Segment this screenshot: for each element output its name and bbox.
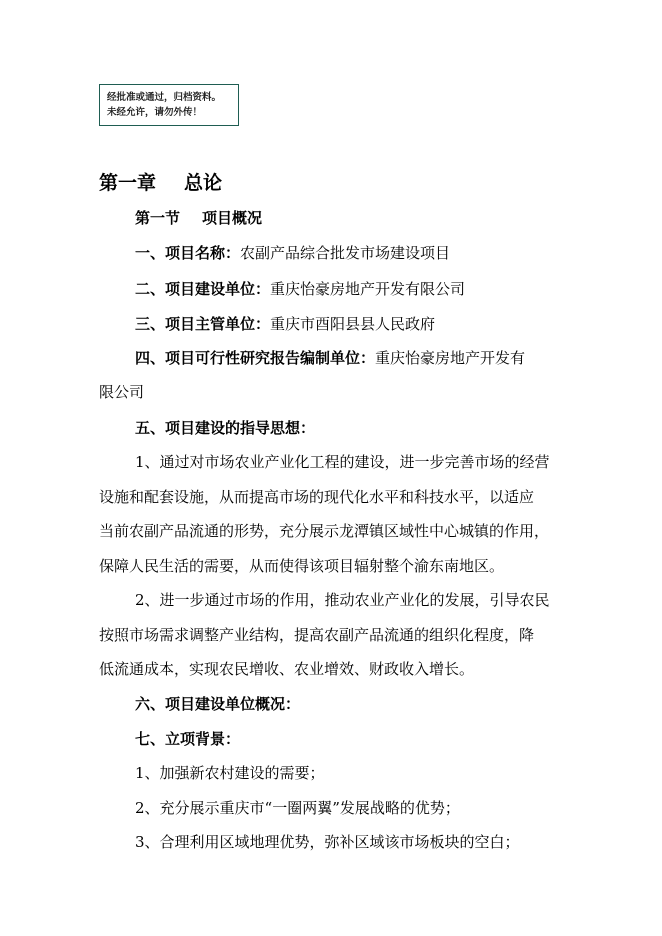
guiding-p2-line-2: 按照市场需求调整产业结构，提高农副产品流通的组织化程度，降 [99,626,535,644]
item-value: 重庆怡豪房地产开发有 [375,349,526,367]
item-label: 二、项目建设单位： [135,280,271,298]
chapter-number: 第一章 [99,172,157,194]
item-value: 农副产品综合批发市场建设项目 [240,244,451,262]
chapter-heading [99,173,222,193]
background-item-2: 2、充分展示重庆市“一圈两翼”发展战略的优势； [135,799,460,817]
background-item-3: 3、合理利用区域地理优势，弥补区域该市场板块的空白； [135,833,520,851]
notice-stamp-box [99,84,239,126]
item-label: 一、项目名称： [135,244,241,262]
section-heading [135,208,262,228]
item-builder-overview: 六、项目建设单位概况： [135,695,301,713]
item-value: 重庆怡豪房地产开发有限公司 [270,280,466,298]
item-report-unit [135,348,525,368]
notice-line-2: 未经允许，请勿外传！ [107,107,203,118]
item-project-name [135,243,450,263]
item-guiding-thought: 五、项目建设的指导思想： [135,419,316,437]
chapter-title: 总论 [184,172,223,194]
section-number: 第一节 [135,209,181,227]
item-report-unit-continued: 限公司 [99,383,145,401]
guiding-p1-line-4: 保障人民生活的需要，从而使得该项目辐射整个渝东南地区。 [99,557,505,575]
guiding-p1-line-2: 设施和配套设施，从而提高市场的现代化水平和科技水平，以适应 [99,488,535,506]
item-label: 三、项目主管单位： [135,315,271,333]
item-label: 四、项目可行性研究报告编制单位： [135,349,376,367]
notice-line-1: 经批准或通过，归档资料。 [107,92,222,103]
guiding-p1-line-1: 1、通过对市场农业产业化工程的建设，进一步完善市场的经营 [135,453,550,471]
background-item-1: 1、加强新农村建设的需要； [135,764,325,782]
guiding-p1-line-3: 当前农副产品流通的形势，充分展示龙潭镇区域性中心城镇的作用， [99,522,550,540]
item-project-background: 七、立项背景： [135,730,241,748]
item-project-builder [135,279,465,299]
guiding-p2-line-3: 低流通成本，实现农民增收、农业增效、财政收入增长。 [99,660,475,678]
item-project-authority [135,314,435,334]
item-value: 重庆市酉阳县县人民政府 [270,315,436,333]
guiding-p2-line-1: 2、进一步通过市场的作用，推动农业产业化的发展，引导农民 [135,591,550,609]
section-title: 项目概况 [202,209,263,227]
